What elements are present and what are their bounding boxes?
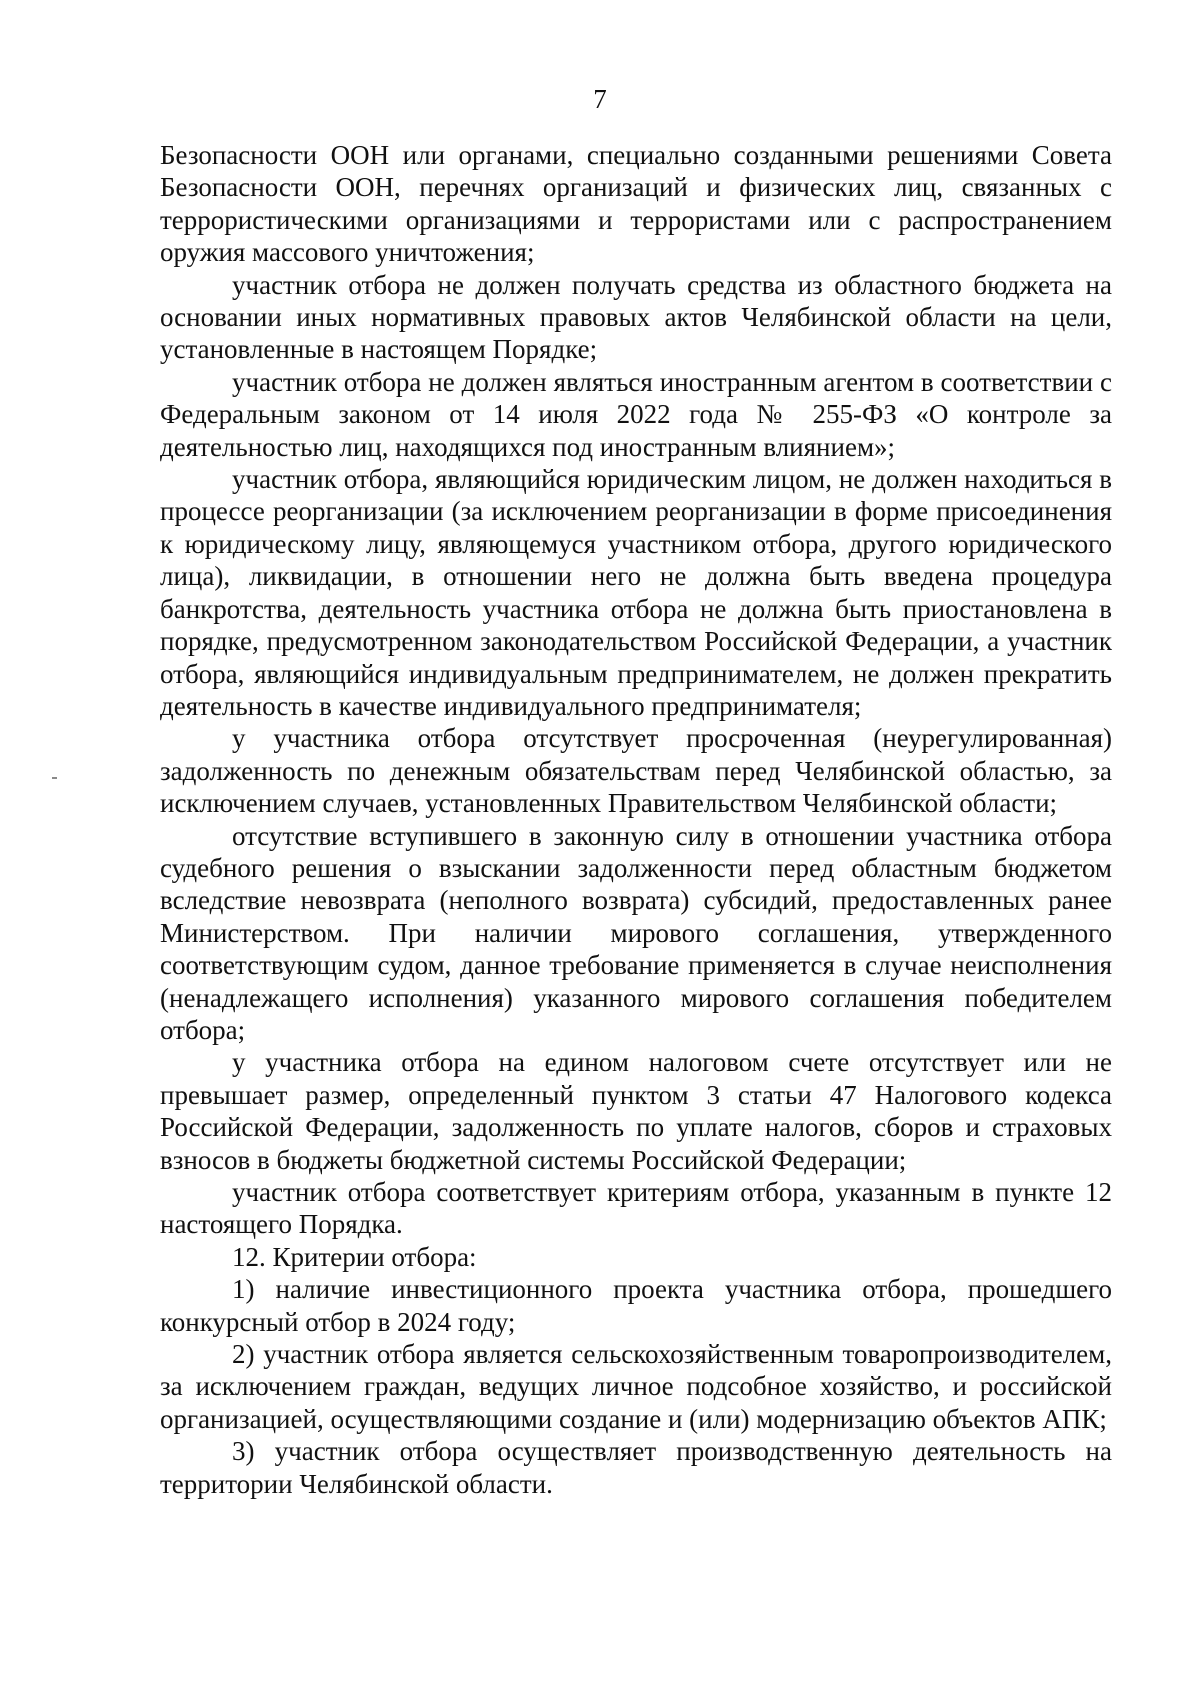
paragraph-tax-account: у участника отбора на едином налоговом счете отсутствует или не превышает размер, определенный пунктом 3 статьи 47 Налогового кодекса Российской Федерации, задолженность по уплате налогов, сборов и страховых взносов в бюджеты бюджетной системы Российской Федерации; [160, 1047, 1112, 1175]
page-number: 7 [593, 84, 607, 114]
scan-speck [52, 777, 57, 779]
criterion-item-3: 3) участник отбора осуществляет производственную деятельность на территории Челябинской области. [160, 1436, 1112, 1499]
paragraph-continuation: Безопасности ООН или органами, специально созданными решениями Совета Безопасности ООН, перечнях организаций и физических лиц, связанных с террористическими организациями и террористами или с распространением оружия массового уничтожения; [160, 140, 1112, 268]
paragraph-court-decision: отсутствие вступившего в законную силу в отношении участника отбора судебного решения о взыскании задолженности перед областным бюджетом вследствие невозврата (неполного возврата) субсидий, предоставленных ранее Министерством. При наличии мирового соглашения, утвержденного соответствующим судом, данное требование применяется в случае неисполнения (ненадлежащего исполнения) указанного мирового соглашения победителем отбора; [160, 820, 1112, 1045]
paragraph-overdue-debt: у участника отбора отсутствует просроченная (неурегулированная) задолженность по денежным обязательствам перед Челябинской областью, за исключением случаев, установленных Правительством Челябинской области; [160, 723, 1112, 819]
document-body [160, 139, 1112, 1500]
section-heading-criteria: 12. Критерии отбора: [232, 1241, 477, 1272]
paragraph-foreign-agent: участник отбора не должен являться иностранным агентом в соответствии с Федеральным законом от 14 июля 2022 года № 255-ФЗ «О контроле за деятельностью лиц, находящихся под иностранным влиянием»; [160, 366, 1112, 462]
criterion-item-1: 1) наличие инвестиционного проекта участника отбора, прошедшего конкурсный отбор в 2024 году; [160, 1274, 1112, 1337]
criterion-item-2: 2) участник отбора является сельскохозяйственным товаропроизводителем, за исключением граждан, ведущих личное подсобное хозяйство, и российской организацией, осуществляющими создание и (или) модернизацию объектов АПК; [160, 1339, 1112, 1434]
paragraph-reorganization: участник отбора, являющийся юридическим лицом, не должен находиться в процессе реорганизации (за исключением реорганизации в форме присоединения к юридическому лицу, являющемуся участником отбора, другого юридического лица), ликвидации, в отношении него не должна быть введена процедура банкротства, деятельность участника отбора не должна быть приостановлена в порядке, предусмотренном законодательством Российской Федерации, а участник отбора, являющийся индивидуальным предпринимателем, не должен прекратить деятельность в качестве индивидуального предпринимателя; [160, 464, 1112, 721]
paragraph-budget-funds: участник отбора не должен получать средства из областного бюджета на основании иных нормативных правовых актов Челябинской области на цели, установленные в настоящем Порядке; [160, 269, 1112, 365]
paragraph-criteria-compliance: участник отбора соответствует критериям отбора, указанным в пункте 12 настоящего Порядка. [160, 1177, 1112, 1240]
